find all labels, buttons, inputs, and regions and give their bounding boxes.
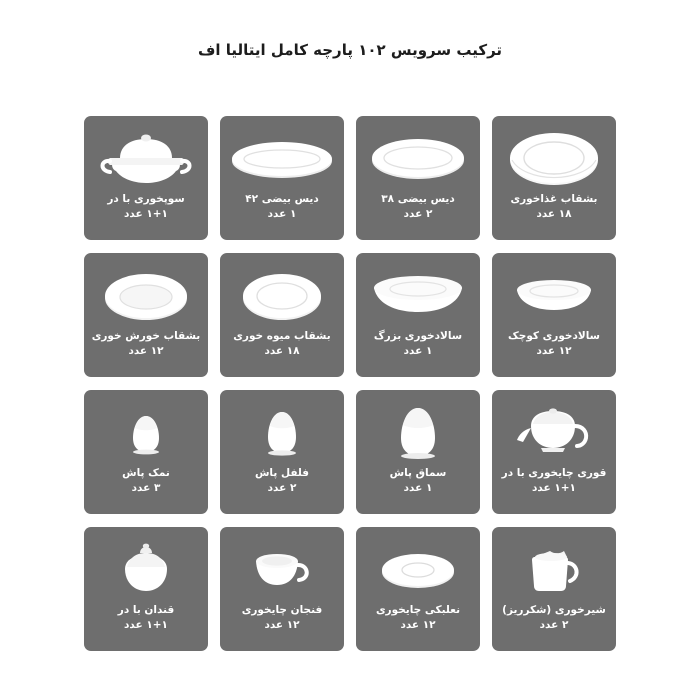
saucer-icon — [363, 537, 473, 603]
product-cell-soup-tureen[interactable] — [84, 116, 208, 240]
product-cell-small-salad-bowl[interactable] — [492, 253, 616, 377]
fruit-plate-icon — [227, 263, 337, 329]
product-qty: ۱ عدد — [267, 208, 297, 220]
product-cell-fruit-plate[interactable] — [220, 253, 344, 377]
product-caption — [495, 329, 613, 359]
product-cell-sumac-shaker[interactable] — [356, 390, 480, 514]
product-cell-sugar-bowl[interactable] — [84, 527, 208, 651]
product-caption — [223, 329, 341, 359]
product-name: فنجان چایخوری — [241, 604, 323, 616]
product-cell-stew-plate[interactable] — [84, 253, 208, 377]
product-cell-dinner-plate[interactable] — [492, 116, 616, 240]
product-caption — [87, 603, 205, 633]
product-cell-salt-shaker[interactable] — [84, 390, 208, 514]
product-caption — [87, 192, 205, 222]
product-caption — [495, 603, 613, 633]
product-caption — [223, 603, 341, 633]
product-caption — [359, 329, 477, 359]
product-cell-large-salad-bowl[interactable] — [356, 253, 480, 377]
product-qty: ۱۲ عدد — [536, 345, 572, 357]
product-name: بشقاب میوه خوری — [233, 330, 331, 342]
soup-tureen-icon — [91, 126, 201, 192]
product-caption — [359, 466, 477, 496]
product-name: قندان با در — [117, 604, 175, 616]
product-name: دیس بیضی ۳۸ — [381, 193, 455, 205]
product-qty: ۱ عدد — [403, 482, 433, 494]
product-caption — [359, 192, 477, 222]
product-qty: ۱۲ عدد — [400, 619, 436, 631]
product-cell-teacup[interactable] — [220, 527, 344, 651]
product-name: سماق پاش — [389, 467, 447, 479]
product-qty: ۳ عدد — [131, 482, 161, 494]
product-name: سوپخوری با در — [107, 193, 185, 205]
teacup-icon — [227, 537, 337, 603]
oval-platter-42-icon — [227, 126, 337, 192]
product-name: بشقاب غذاخوری — [510, 193, 598, 205]
product-cell-creamer[interactable] — [492, 527, 616, 651]
sugar-bowl-icon — [91, 537, 201, 603]
product-qty: ۱۲ عدد — [128, 345, 164, 357]
product-qty: ۲ عدد — [267, 482, 297, 494]
product-qty: ۱+۱ عدد — [124, 619, 168, 631]
product-cell-saucer[interactable] — [356, 527, 480, 651]
product-name: سالادخوری بزرگ — [373, 330, 463, 342]
salt-shaker-icon — [91, 400, 201, 466]
product-name: دیس بیضی ۴۲ — [245, 193, 319, 205]
product-name: قوری چایخوری با در — [501, 467, 607, 479]
product-caption — [495, 192, 613, 222]
large-salad-bowl-icon — [363, 263, 473, 329]
product-caption — [223, 466, 341, 496]
product-caption — [359, 603, 477, 633]
product-cell-teapot[interactable] — [492, 390, 616, 514]
oval-platter-38-icon — [363, 126, 473, 192]
product-qty: ۲ عدد — [403, 208, 433, 220]
product-cell-oval-platter-38[interactable] — [356, 116, 480, 240]
small-salad-bowl-icon — [499, 263, 609, 329]
product-qty: ۱+۱ عدد — [532, 482, 576, 494]
product-name: بشقاب خورش خوری — [91, 330, 201, 342]
product-qty: ۱۲ عدد — [264, 619, 300, 631]
product-caption — [495, 466, 613, 496]
page-title: ترکیب سرویس ۱۰۲ پارچه کامل ایتالیا اف — [197, 41, 503, 59]
product-caption — [223, 192, 341, 222]
product-caption — [87, 329, 205, 359]
dinner-plate-icon — [499, 126, 609, 192]
teapot-icon — [499, 400, 609, 466]
product-name: نعلبکی چایخوری — [375, 604, 461, 616]
pepper-shaker-icon — [227, 400, 337, 466]
product-name: شیرخوری (شکرریز) — [502, 604, 606, 616]
product-qty: ۱ عدد — [403, 345, 433, 357]
product-qty: ۱+۱ عدد — [124, 208, 168, 220]
product-name: نمک پاش — [122, 467, 170, 479]
product-qty: ۲ عدد — [539, 619, 569, 631]
product-caption — [87, 466, 205, 496]
product-qty: ۱۸ عدد — [536, 208, 572, 220]
product-cell-pepper-shaker[interactable] — [220, 390, 344, 514]
product-name: سالادخوری کوچک — [508, 330, 600, 342]
creamer-icon — [499, 537, 609, 603]
product-qty: ۱۸ عدد — [264, 345, 300, 357]
sumac-shaker-icon — [363, 400, 473, 466]
stew-plate-icon — [91, 263, 201, 329]
product-grid — [84, 116, 616, 651]
product-name: فلفل پاش — [254, 467, 310, 479]
product-cell-oval-platter-42[interactable] — [220, 116, 344, 240]
